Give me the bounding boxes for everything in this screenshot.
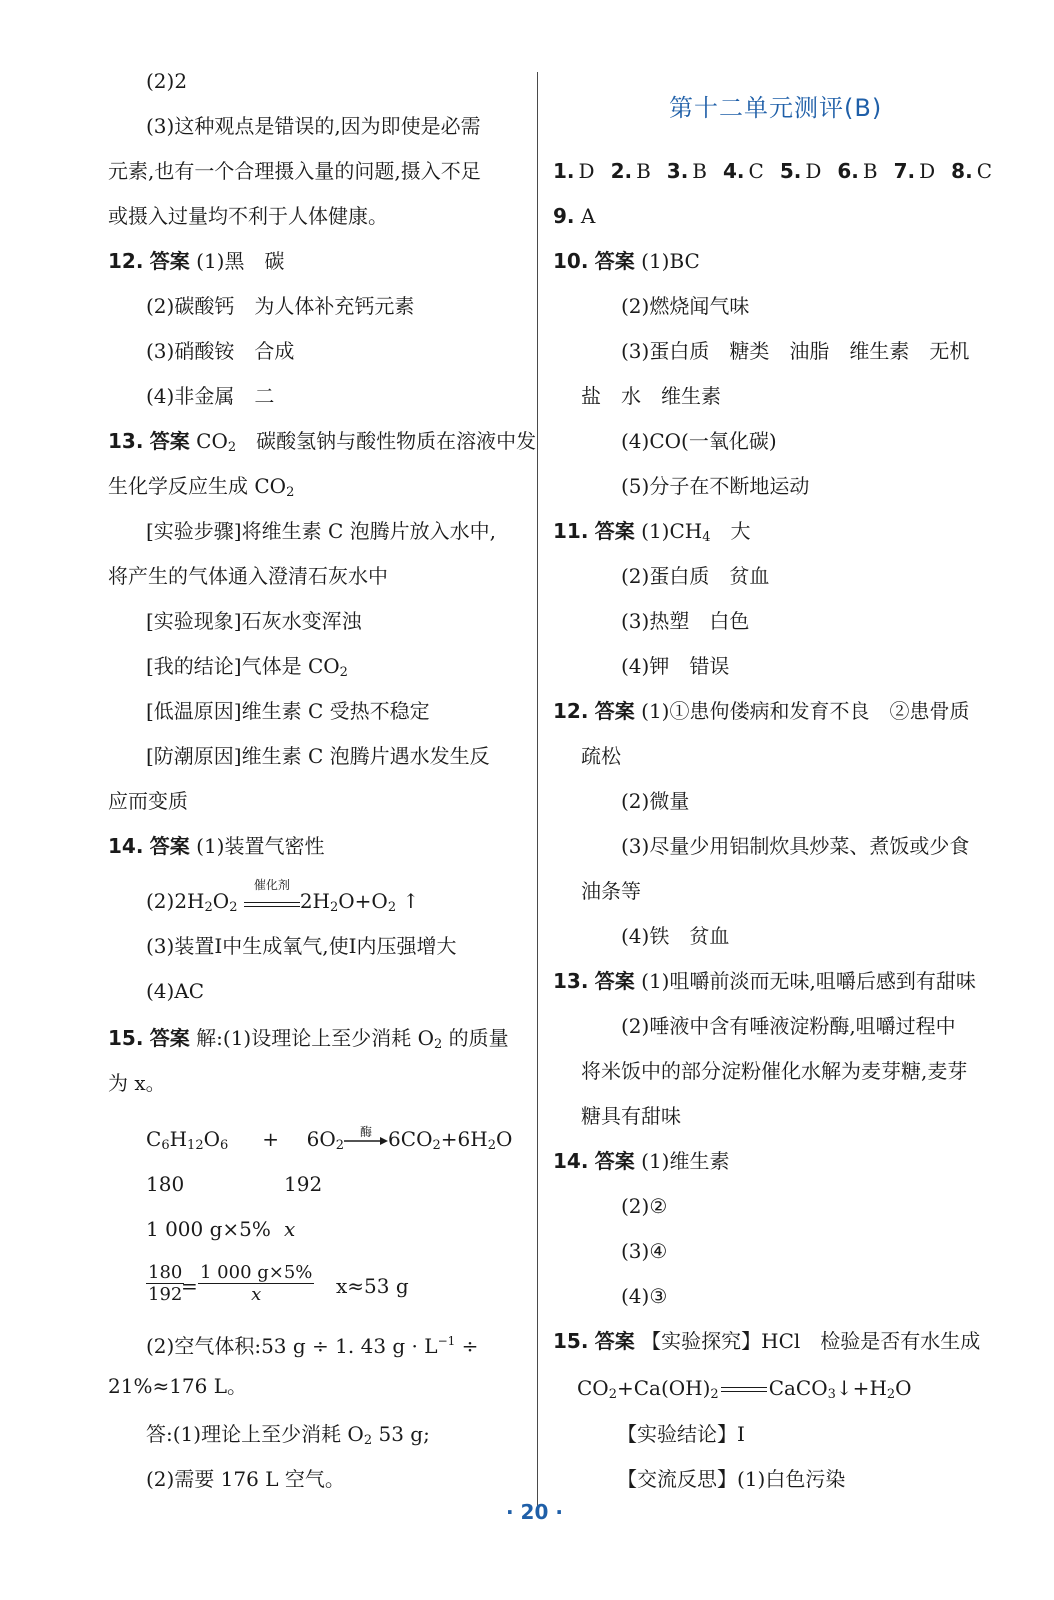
choice-answer: C [748, 159, 764, 183]
text-span: 2H [299, 889, 330, 913]
text-line: 21%≈176 L。 [108, 1374, 248, 1398]
text-line: [实验现象]石灰水变浑浊 [146, 609, 362, 633]
text-line: (4)AC [146, 979, 205, 1003]
text-line: 元素,也有一个合理摄入量的问题,摄入不足 [108, 159, 481, 183]
choice-answer: D [805, 159, 822, 183]
answer-label: 答案 [594, 249, 635, 273]
text-line: (2)蛋白质 贫血 [621, 564, 770, 588]
text-line: 应而变质 [108, 789, 188, 813]
question-number: 4. [723, 159, 745, 183]
equals-line [721, 1387, 767, 1392]
question-number: 10. [553, 249, 589, 273]
text-span: CaCO [768, 1376, 828, 1400]
page-number: · 20 · [506, 1500, 563, 1524]
question-15 [553, 1328, 980, 1354]
answer-text: (1)装置气密性 [196, 834, 325, 858]
answer-text: (1)黑 碳 [196, 249, 285, 273]
answer-text: 碳酸氢钠与酸性物质在溶液中发 [236, 429, 537, 453]
answer-text: (1)咀嚼前淡而无味,咀嚼后感到有甜味 [641, 969, 976, 993]
numerator: 1 000 g×5% [200, 1262, 313, 1283]
text-line: 答:(1)理论上至少消耗 $O_2$ 53 g; [146, 1422, 430, 1448]
question-number: 9. [553, 204, 575, 228]
text-line: [实验步骤]将维生素 C 泡腾片放入水中, [146, 519, 496, 543]
question-14 [108, 833, 325, 859]
question-number: 13. [553, 969, 589, 993]
text-line: (5)分子在不断地运动 [621, 474, 810, 498]
answer-text: (1)①患佝偻病和发育不良 ②患骨质 [641, 699, 970, 723]
text-line: (4)③ [621, 1284, 668, 1308]
equation-line: $(2)2H_2O_2$ 催化剂 $2H_2O+O_2$ ↑ [146, 888, 419, 921]
equals-sign: = [181, 1274, 198, 1298]
answer-label: 答案 [594, 969, 635, 993]
text-line: (3)热塑 白色 [621, 609, 750, 633]
text-line: (2)微量 [621, 789, 690, 813]
question-10 [553, 248, 700, 274]
question-12 [108, 248, 285, 274]
question-12 [553, 698, 970, 724]
text-span: O+O [338, 889, 388, 913]
question-number: 8. [951, 159, 973, 183]
text-line: 盐 水 维生素 [581, 384, 721, 408]
text-span: 生化学反应生成 CO [108, 474, 287, 498]
text-line: (3)尽量少用铝制炊具炒菜、煮饭或少食 [621, 834, 970, 858]
answer-text: (1)维生素 [641, 1149, 730, 1173]
answer-label: 答案 [149, 249, 190, 273]
text-span: O [495, 1127, 513, 1151]
text-line: (4)非金属 二 [146, 384, 275, 408]
question-15: 15. 答案 解:(1)设理论上至少消耗 $O_2$ 的质量 [108, 1026, 509, 1052]
text-line: (2)碳酸钙 为人体补充钙元素 [146, 294, 415, 318]
text-line: (2)② [621, 1194, 668, 1218]
answer-label: 答案 [594, 699, 635, 723]
text-span: +6H [440, 1127, 488, 1151]
question-13 [553, 968, 976, 994]
question-number: 14. [108, 834, 144, 858]
answer-text: 解:(1)设理论上至少消耗 O [196, 1026, 434, 1050]
result: x≈53 g [336, 1274, 409, 1298]
multiple-choice-row [553, 158, 1008, 184]
text-span: 53 g; [372, 1422, 430, 1446]
catalyst-label: 催化剂 [253, 877, 290, 892]
text-span: 答:(1)理论上至少消耗 O [146, 1422, 364, 1446]
text-span: ÷ [455, 1334, 479, 1358]
question-11: 11. 答案 $(1)CH_4$ 大 [553, 519, 751, 545]
question-number: 15. [553, 1329, 589, 1353]
text-line: [防潮原因]维生素 C 泡腾片遇水发生反 [146, 744, 490, 768]
answer-text: (1)BC [641, 249, 700, 273]
answer-label: 答案 [594, 519, 635, 543]
text-line: (3)这种观点是错误的,因为即使是必需 [146, 114, 481, 138]
text-span: 6O [306, 1127, 336, 1151]
question-number: 7. [893, 159, 916, 183]
text-line: 生化学反应生成 $CO_2$ [108, 474, 295, 500]
question-13: 13. 答案 $CO_2$ 碳酸氢钠与酸性物质在溶液中发 [108, 429, 537, 455]
choice-answer: A [580, 204, 596, 228]
equation-line: $C_6H_{12}O_6 + 6O_2$ 酶 $6CO_2+6H_2O$ [146, 1126, 512, 1159]
text-line: (4)钾 错误 [621, 654, 730, 678]
answer-label: 答案 [149, 1026, 190, 1050]
text-line: 或摄入过量均不利于人体健康。 [108, 204, 388, 228]
text-span: (2)空气体积:53 g ÷ 1. 43 g · L [146, 1334, 438, 1358]
answer-label: 答案 [149, 834, 190, 858]
text-span: O [895, 1376, 912, 1400]
choice-answer: D [919, 159, 936, 183]
multiple-choice-row [553, 203, 595, 229]
unknown-variable: x [284, 1217, 296, 1241]
answer-label: 答案 [594, 1329, 635, 1353]
reaction-condition [244, 877, 300, 916]
text-span: 大 [710, 519, 751, 543]
text-line: 【交流反思】(1)白色污染 [617, 1467, 846, 1491]
text-span: [我的结论]气体是 CO [146, 654, 340, 678]
text-line: (3)硝酸铵 合成 [146, 339, 295, 363]
text-span: C [146, 1127, 162, 1151]
text-span: +Ca(OH) [616, 1376, 711, 1400]
equation-line: $CO_2+Ca(OH)_2$ $CaCO_3↓+H_2O$ [577, 1376, 912, 1402]
denominator: x [251, 1284, 262, 1305]
text-line: (4)铁 贫血 [621, 924, 730, 948]
reaction-condition [344, 1124, 388, 1146]
section-title: 第十二单元测评(B) [669, 94, 883, 122]
gas-arrow: ↑ [402, 889, 420, 913]
text-span: 6CO [388, 1127, 433, 1151]
denominator: 192 [148, 1284, 183, 1305]
mass-value: 1 000 g×5% [146, 1217, 271, 1241]
plus-sign: + [262, 1127, 280, 1151]
answer-text: CO [196, 429, 228, 453]
text-line: (4)CO(一氧化碳) [621, 429, 777, 453]
question-number: 2. [610, 159, 633, 183]
equals-line [244, 902, 300, 907]
question-number: 12. [108, 249, 144, 273]
text-line: (2)空气体积:53 g ÷ 1. 43 $g \cdot L^{-1}$ ÷ [146, 1334, 479, 1358]
answer-label: 答案 [594, 1149, 635, 1173]
question-number: 1. [553, 159, 575, 183]
answer-label: 答案 [149, 429, 190, 453]
text-span: 的质量 [442, 1026, 509, 1050]
molar-mass: 180 [146, 1172, 185, 1196]
choice-answer: B [636, 159, 651, 183]
text-line: (2)唾液中含有唾液淀粉酶,咀嚼过程中 [621, 1014, 956, 1038]
text-line: [低温原因]维生素 C 受热不稳定 [146, 699, 430, 723]
text-span: CO [577, 1376, 609, 1400]
question-number: 14. [553, 1149, 589, 1173]
question-number: 5. [779, 159, 802, 183]
enzyme-label: 酶 [360, 1124, 373, 1139]
numerator: 180 [148, 1262, 183, 1283]
question-number: 12. [553, 699, 589, 723]
text-line: 为 x。 [108, 1071, 166, 1095]
text-span: (2)2H [146, 889, 205, 913]
text-line: 糖具有甜味 [581, 1104, 681, 1128]
molar-mass: 192 [284, 1172, 323, 1196]
choice-answer: B [692, 159, 707, 183]
text-line: 疏松 [581, 744, 621, 768]
text-span: ↓+H [835, 1376, 887, 1400]
choice-answer: C [976, 159, 992, 183]
text-line: (3)装置Ⅰ中生成氧气,使Ⅰ内压强增大 [146, 934, 457, 958]
fraction [198, 1262, 314, 1305]
fraction [146, 1262, 184, 1305]
question-14 [553, 1148, 730, 1174]
column-divider [537, 72, 538, 1512]
text-line: 油条等 [581, 879, 641, 903]
question-number: 15. [108, 1026, 144, 1050]
question-number: 13. [108, 429, 144, 453]
choice-answer: D [578, 159, 595, 183]
answer-text: 【实验探究】HCl 检验是否有水生成 [641, 1329, 981, 1353]
text-line: (2)燃烧闻气味 [621, 294, 750, 318]
watermark-logo [876, 1512, 1032, 1590]
text-line: (2)需要 176 L 空气。 [146, 1467, 345, 1491]
text-line: [我的结论]气体是 $CO_2$ [146, 654, 348, 680]
text-line: 将米饭中的部分淀粉催化水解为麦芽糖,麦芽 [581, 1059, 968, 1083]
question-number: 6. [837, 159, 859, 183]
text-line: (2)2 [146, 69, 188, 93]
question-number: 3. [666, 159, 689, 183]
choice-answer: B [862, 159, 878, 183]
text-line: 【实验结论】Ⅰ [617, 1422, 745, 1446]
text-line: (3)蛋白质 糖类 油脂 维生素 无机 [621, 339, 970, 363]
question-number: 11. [553, 519, 589, 543]
answer-text: (1)CH [641, 519, 703, 543]
text-line: 将产生的气体通入澄清石灰水中 [108, 564, 388, 588]
text-line: (3)④ [621, 1239, 668, 1263]
